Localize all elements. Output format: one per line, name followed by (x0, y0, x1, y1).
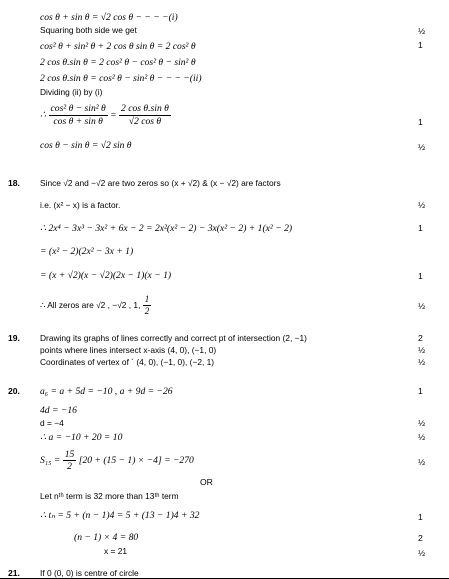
mark: ½ (418, 200, 426, 210)
q20-line-n-minus-1: (n − 1) × 4 = 80 (74, 532, 139, 543)
q20-line-tn: ∴ tₙ = 5 + (n − 1)4 = 5 + (13 − 1)4 + 32 (40, 510, 200, 521)
q18-line-factor: i.e. (x² − x) is a factor. (40, 200, 121, 210)
q19-line-graphs: Drawing its graphs of lines correctly and correct pt of intersection (2, −1) (40, 333, 307, 343)
question-number-19: 19. (8, 333, 20, 343)
fraction-left-numerator: cos² θ − sin² θ (50, 103, 106, 114)
q18-line-since: Since √2 and −√2 are two zeros so (x + √2) & (x − √2) are factors (40, 178, 281, 188)
q20-line-4d: 4d = −16 (40, 405, 77, 416)
q20-line-nth-term: Let nᵗʰ term is 32 more than 13ᵗʰ term (40, 491, 179, 501)
equation-ii: 2 cos θ.sin θ = cos² θ − sin² θ − − − −(ii) (40, 73, 202, 84)
text-dividing: Dividing (ii) by (i) (40, 87, 103, 97)
q19-line-vertex: Coordinates of vertex of ´ (4, 0), (−1, 0), (−2, 1) (40, 357, 215, 367)
fraction-15-denominator: 2 (67, 461, 72, 472)
mark: 1 (418, 386, 423, 396)
therefore-symbol: ∴ (40, 109, 47, 121)
equation-division (40, 103, 171, 128)
q20-line-d: d = −4 (40, 418, 64, 428)
fraction-right-numerator: 2 cos θ.sin θ (121, 103, 169, 114)
fraction-15-over-2 (63, 449, 77, 472)
equation-squared: cos² θ + sin² θ + 2 cos θ sin θ = 2 cos² θ (40, 41, 196, 52)
q18-line-factorised: = (x² − 2)(2x² − 3x + 1) (40, 246, 134, 257)
equation-i: cos θ + sin θ = √2 cos θ − − − −(i) (40, 12, 178, 23)
fraction-left-denominator: cos θ + sin θ (53, 116, 103, 127)
q18-line-zeros (40, 294, 151, 317)
fraction-15-numerator: 15 (64, 449, 75, 460)
mark: 1 (418, 512, 423, 522)
mark: ½ (418, 418, 426, 428)
mark: ½ (418, 301, 426, 311)
mark: ½ (418, 345, 426, 355)
mark: ½ (418, 142, 426, 152)
mark: ½ (418, 548, 426, 558)
q20-line-x: x = 21 (104, 546, 128, 556)
q19-line-x-axis: points where lines intersect x-axis (4, 0), (−1, 0) (40, 345, 217, 355)
q20-s15-lhs: S₁₅ = (40, 455, 61, 466)
equation-result: cos θ − sin θ = √2 sin θ (40, 140, 132, 151)
mark: 2 (418, 333, 423, 343)
q20-line-a6: a₆ = a + 5d = −10 , a + 9d = −26 (40, 386, 173, 397)
or-separator: OR (200, 477, 213, 487)
q21-line-centre: If 0 (0, 0) is centre of circle (40, 568, 139, 578)
fraction-right-denominator: √2 cos θ (128, 116, 162, 127)
question-number-21: 21. (8, 568, 20, 578)
q20-line-s15 (40, 449, 194, 472)
text-squaring: Squaring both side we get (40, 25, 137, 35)
fraction-half-denominator: 2 (144, 306, 150, 316)
mark: ½ (418, 26, 426, 36)
fraction-right (119, 103, 171, 128)
q20-line-a: ∴ a = −10 + 20 = 10 (40, 432, 123, 443)
q20-s15-rhs: [20 + (15 − 1) × −4] = −270 (78, 455, 194, 466)
question-number-18: 18. (8, 178, 20, 188)
q18-line-expand: ∴ 2x⁴ − 3x³ − 3x² + 6x − 2 = 2x²(x² − 2) − 3x(x² − 2) + 1(x² − 2) (40, 223, 293, 234)
mark: 2 (418, 533, 423, 543)
mark: 1 (418, 223, 423, 233)
fraction-half (143, 294, 152, 317)
equation-2cos-sin: 2 cos θ.sin θ = 2 cos² θ − cos² θ − sin² θ (40, 57, 196, 68)
mark: ½ (418, 357, 426, 367)
mark: 1 (418, 40, 423, 50)
q18-line-full-factors: = (x + √2)(x − √2)(2x − 1)(x − 1) (40, 270, 172, 281)
mark: 1 (418, 117, 423, 127)
mark: 1 (418, 271, 423, 281)
question-number-20: 20. (8, 386, 20, 396)
mark: ½ (418, 457, 426, 467)
q18-zeros-text: ∴ All zeros are √2 , −√2 , 1, (40, 300, 141, 310)
mark: ½ (418, 432, 426, 442)
fraction-left (49, 103, 108, 128)
equals-sign: = (110, 109, 117, 121)
fraction-half-numerator: 1 (144, 294, 150, 304)
